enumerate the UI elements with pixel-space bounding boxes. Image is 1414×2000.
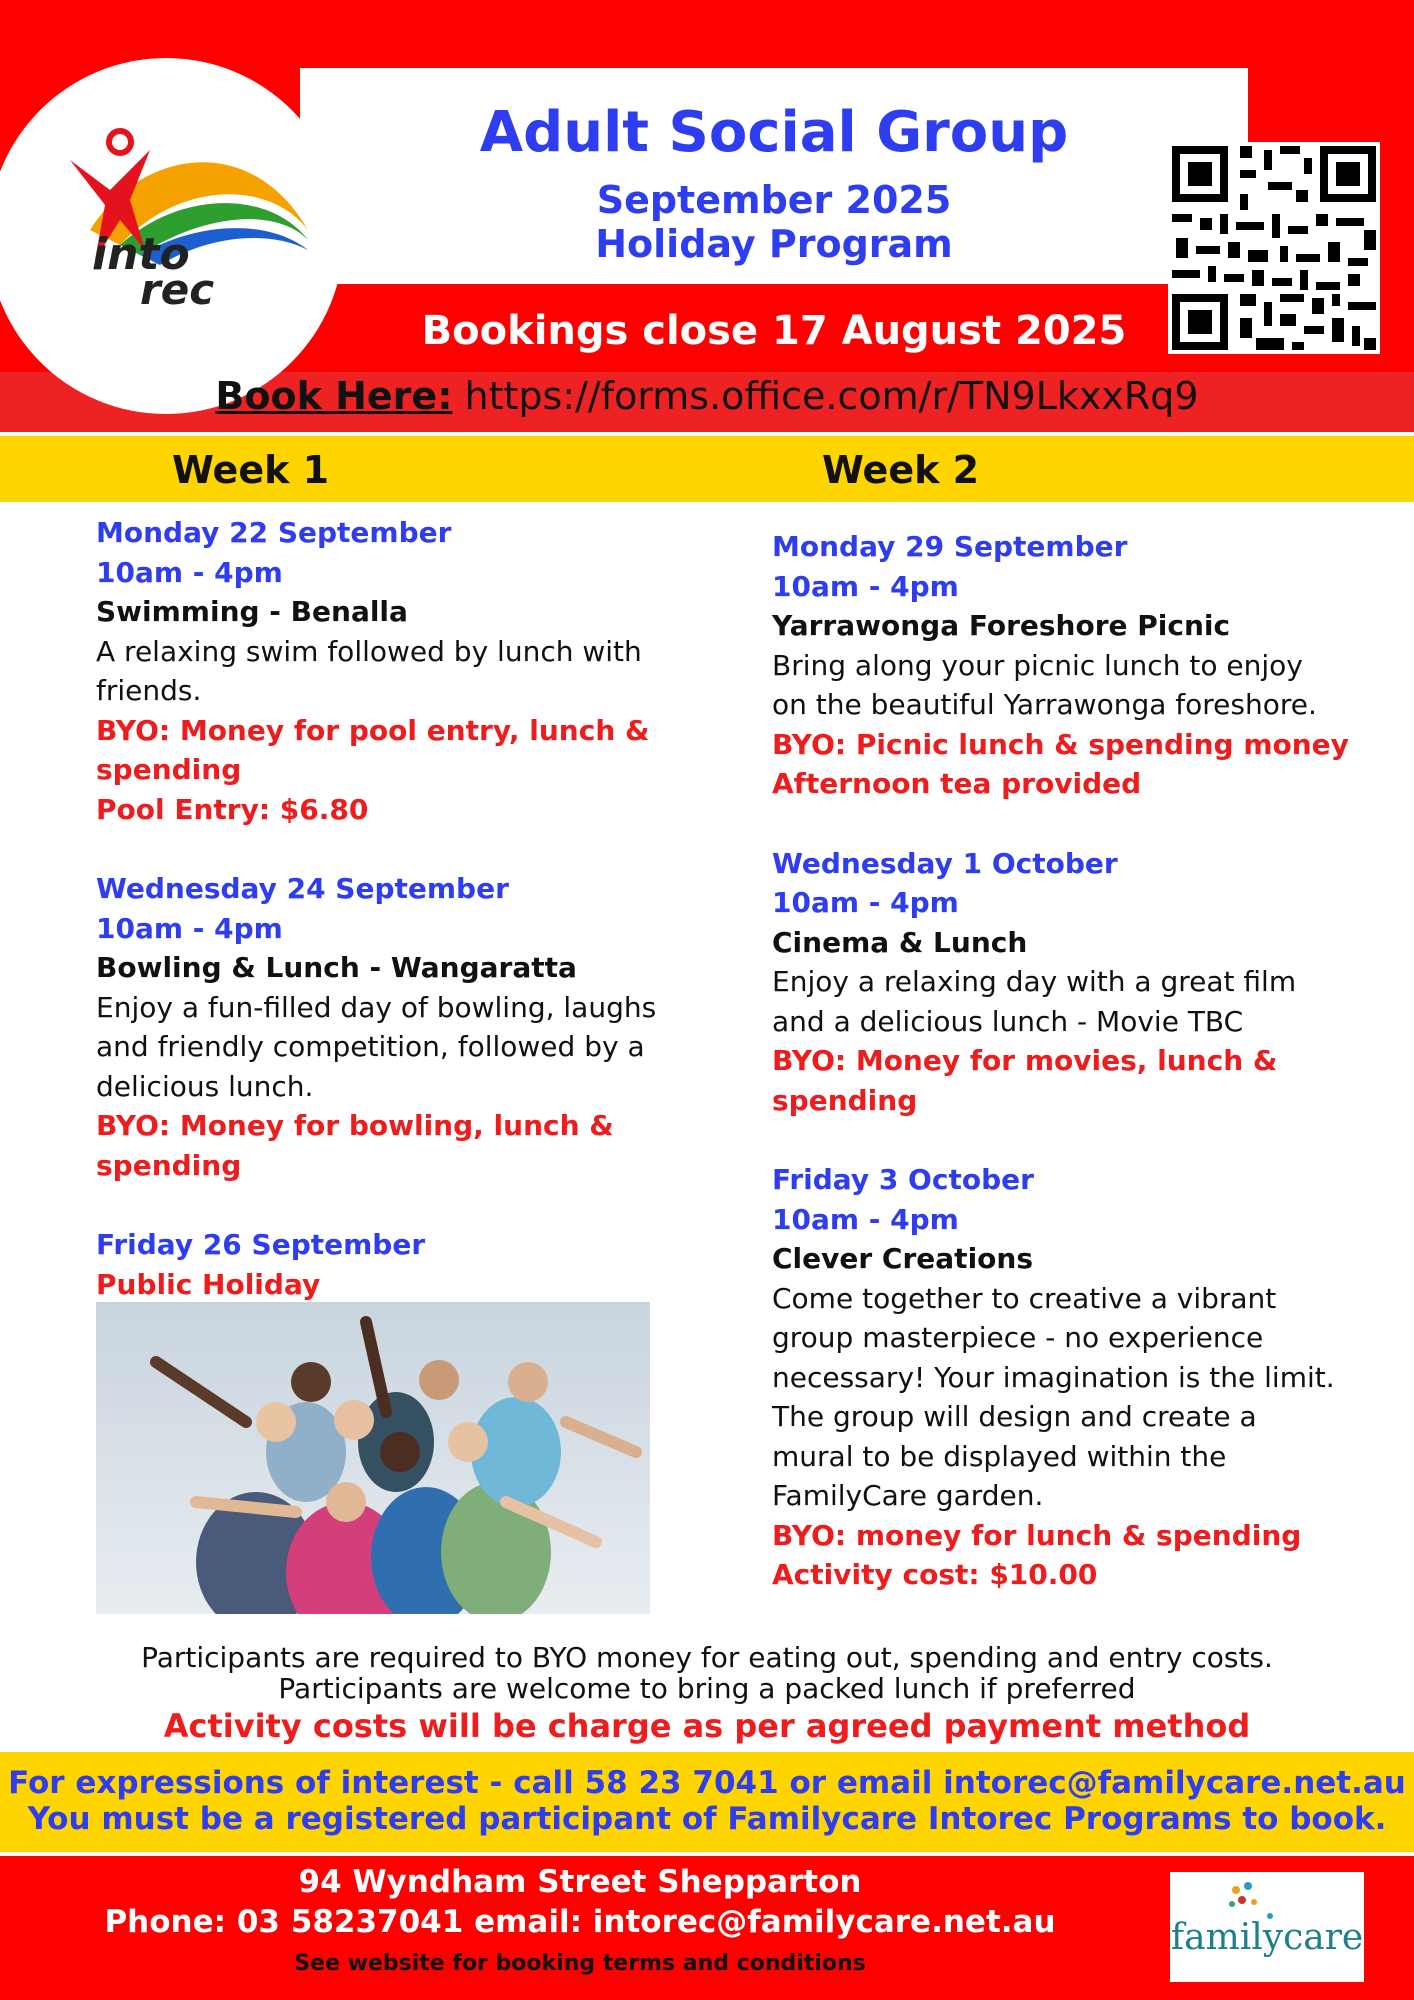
event-activity: Clever Creations [772,1242,1033,1275]
footer-address: 94 Wyndham Street Shepparton [298,1864,862,1900]
event-description-line: Enjoy a relaxing day with a great film [772,965,1297,998]
event-description-line: mural to be displayed within the [772,1439,1227,1473]
event-time: 10am - 4pm [96,911,283,945]
qr-code-graphic [1168,142,1380,354]
event-time: 10am - 4pm [772,886,959,919]
event-description-line: A relaxing swim followed by lunch with [96,634,642,668]
book-here-line [0,370,1414,422]
group-photo [96,1302,650,1614]
week1-heading: Week 1 [172,448,330,492]
bookings-close-notice: Bookings close 17 August 2025 [421,308,1127,354]
event-time: 10am - 4pm [96,555,283,589]
event-description-line: on the beautiful Yarrawonga foreshore. [772,688,1317,721]
event-activity: Swimming - Benalla [96,595,408,628]
week2-column [772,527,1372,1595]
event-cost: Activity cost: $10.00 [772,1558,1098,1591]
event-byo-line: spending [772,1083,918,1117]
event-day: Wednesday 1 October [772,846,1118,880]
page-title: Adult Social Group [479,100,1069,165]
group-photo-graphic [96,1302,650,1614]
logo-text-rec: rec [140,265,215,314]
event-description-line: necessary! Your imagination is the limit. [772,1360,1335,1394]
event-day: Friday 3 October [772,1163,1034,1196]
page-subtitle-month: September 2025 [596,178,952,222]
event-week2-monday [772,527,1372,804]
event-description-line: delicious lunch. [96,1069,314,1103]
footer-terms: See website for booking terms and conditions [294,1951,866,1976]
book-here-label: Book Here: [215,374,453,418]
event-status: Public Holiday [96,1267,321,1301]
event-week2-wednesday [772,844,1372,1121]
event-time: 10am - 4pm [772,569,959,603]
book-here-link[interactable]: https://forms.office.com/r/TN9LkxxRq9 [464,374,1199,418]
qr-code[interactable] [1168,142,1380,354]
event-week2-friday [772,1160,1372,1595]
registration-requirement: You must be a registered participant of Familycare Intorec Programs to book. [27,1801,1387,1837]
event-day: Monday 29 September [772,530,1128,563]
logo-text-into: into [92,229,190,280]
event-activity: Cinema & Lunch [772,925,1028,959]
event-cost: Pool Entry: $6.80 [96,792,369,826]
event-time: 10am - 4pm [772,1202,959,1236]
event-activity: Bowling & Lunch - Wangaratta [96,951,577,984]
event-description-line: Bring along your picnic lunch to enjoy [772,648,1303,682]
event-description-line: and friendly competition, followed by a [96,1030,645,1063]
event-description-line: Come together to creative a vibrant [772,1281,1277,1315]
week1-column [96,513,706,1344]
event-byo-line: BYO: Money for bowling, lunch & spending [96,1109,614,1182]
event-description-line: Enjoy a fun-filled day of bowling, laughs [96,990,657,1024]
week2-heading: Week 2 [822,448,980,492]
event-byo-line: spending [96,753,242,786]
event-description-line: friends. [96,674,202,707]
event-description-line: The group will design and create a [772,1400,1257,1433]
page-subtitle-program: Holiday Program [595,222,953,266]
event-day: Friday 26 September [96,1228,426,1261]
note-packed-lunch: Participants are welcome to bring a packed lunch if preferred [278,1672,1136,1705]
event-description-line: group masterpiece - no experience [772,1321,1264,1354]
event-day: Wednesday 24 September [96,872,509,905]
note-byo-money: Participants are required to BYO money for eating out, spending and entry costs. [141,1641,1273,1674]
event-description-line: FamilyCare garden. [772,1479,1044,1512]
event-week1-monday [96,513,706,829]
event-day: Monday 22 September [96,516,452,549]
event-byo-line: BYO: Money for movies, lunch & [772,1044,1278,1077]
event-byo-line: BYO: Money for pool entry, lunch & [96,713,650,747]
footer-phone-email: Phone: 03 58237041 email: intorec@familycare.net.au [104,1904,1056,1940]
note-activity-costs: Activity costs will be charge as per agreed payment method [163,1707,1251,1745]
familycare-logo-text: familycare [1170,1917,1364,1958]
event-byo-line: BYO: Picnic lunch & spending money [772,727,1349,761]
event-week1-wednesday [96,869,706,1185]
event-description-line: and a delicious lunch - Movie TBC [772,1004,1244,1038]
event-activity: Yarrawonga Foreshore Picnic [772,609,1231,642]
event-byo-line: Afternoon tea provided [772,767,1142,800]
event-byo-line: BYO: money for lunch & spending [772,1518,1302,1552]
expressions-of-interest: For expressions of interest - call 58 23 7041 or email intorec@familycare.net.au [8,1765,1406,1801]
